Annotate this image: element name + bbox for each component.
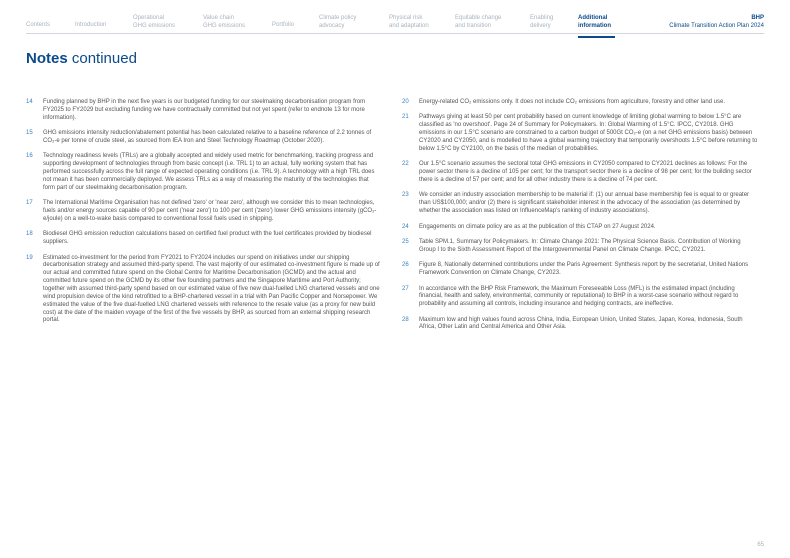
note-number: 23: [402, 192, 409, 199]
nav-operational-ghg-label: Operational: [133, 15, 165, 21]
note-number: 16: [26, 153, 33, 160]
note-text: Our 1.5°C scenario assumes the sectoral total GHG emissions in CY2050 compared to CY2021 declines as follows: For the power sector there is a decline of 105 per cent; for the transport sector there is a decline of 98 per cent; for the building sector there is a decline of 57 per cent; and for all other industry there is a decline of 74 per cent.: [419, 161, 752, 183]
nav-physical-risk-label-2: and adaptation: [389, 22, 429, 29]
note-17: [26, 200, 382, 224]
nav-introduction-label: Introduction: [75, 22, 107, 28]
note-text: Funding planned by BHP in the next five years is our budgeted funding for our steelmaking decarbonisation program from FY2025 to FY2029 but excluding funding we have contractually committed but not yet spent (refer to endnote 13 for more information).: [43, 99, 366, 121]
note-text: In accordance with the BHP Risk Framework, the Maximum Foreseeable Loss (MFL) is the estimated impact (including financial, health and safety, environmental, community or reputational) to BHP in a worst-case scenario without regard to probability and assuming all controls, including insurance and hedging contracts, are ineffective.: [419, 285, 739, 308]
nav-introduction[interactable]: [75, 22, 106, 30]
note-text: GHG emissions intensity reduction/abatement potential has been calculated relative to a baseline reference of 2.2 tonnes of CO₂-e per tonne of crude steel, as sourced from IEA Iron and Steel Technology Roadmap (October 2020).: [43, 130, 372, 144]
note-18: [26, 231, 382, 247]
nav-portfolio-label: Portfolio: [272, 22, 295, 28]
note-22: [402, 161, 758, 185]
note-28: [402, 317, 758, 333]
nav-value-chain-ghg[interactable]: [203, 15, 245, 30]
page-number: 65: [757, 542, 764, 548]
note-number: 17: [26, 200, 33, 207]
note-number: 14: [26, 99, 33, 105]
notes-column-left: [26, 99, 382, 333]
brand-logo: BHP: [751, 15, 764, 21]
note-number: 24: [402, 223, 409, 230]
top-navigation: [0, 0, 790, 34]
nav-value-chain-ghg-label-2: GHG emissions: [203, 22, 246, 29]
note-number: 21: [402, 114, 409, 121]
note-number: 19: [26, 254, 33, 261]
page-title-bold: Notes: [26, 50, 68, 67]
note-number: 20: [402, 99, 409, 105]
nav-additional-information-label: Additional: [578, 15, 608, 21]
note-text: Pathways giving at least 50 per cent probability based on current knowledge of limiting global warming to below 1.5°C are classified as 'no overshoot'. Page 24 of Summary for Policymakers. In: Global Warming of 1.5°C. IPCC, CY2018. GHG emissions in our 1.5°C scenario are constrained to a carbon budget of 500Gt CO₂-e (on a net GHG emissions basis) between CY2020 and CY2050, and is modelled to have a global warming trajectory that temporarily overshoots 1.5°C before returning to below 1.5°C by CY2100, on the basis of the median of probabilities.: [419, 114, 758, 152]
note-text: The International Maritime Organisation has not defined 'zero' or 'near zero', although we consider this to mean technologies, fuels and/or energy sources capable of 90 per cent ('near zero') to 100 per cent ('zero') lower GHG emissions intensity (gCO₂-e/joule) on a well-to-wake basis compared to conventional fossil fuels used in shipping.: [43, 200, 377, 222]
note-26: [402, 262, 758, 278]
page-title-light: continued: [71, 50, 137, 67]
note-number: 26: [402, 262, 409, 269]
note-14: [26, 99, 382, 123]
note-16: [26, 153, 382, 192]
note-text: Figure 8, Nationally determined contributions under the Paris Agreement: Synthesis report by the secretariat, United Nations Framework Convention on Climate Change, CY2023.: [419, 262, 749, 277]
nav-enabling-delivery[interactable]: [530, 15, 553, 30]
note-text: Table SPM.1, Summary for Policymakers. In: Climate Change 2021: The Physical Science Basis. Contribution of Working Group I to the Sixth Assessment Report of the Intergovernmental Panel on Climate Change. IPCC, CY2021.: [419, 238, 741, 253]
nav-climate-policy-label: Climate policy: [319, 15, 357, 21]
note-text: Estimated co-investment for the period from FY2021 to FY2024 includes our spend on initiatives under our shipping decarbonisation strategy and assumed third-party spend. The vast majority of our estimated co-investment figure is made up of our actual and committed future spend on the Global Centre for Maritime Decarbonisation (GCMD) and the actual and committed future spend on the GCMD by its other five founding partners and the Singapore Maritime and Port Authority; together with assumed third-party spend based on our estimated value of five new dual-fuelled LNG chartered vessels and one wind propulsion device of the kind retrofitted to a BHP-chartered vessel in a trial with Pan Pacific Copper and Norsepower. We estimated the value of the five dual-fuelled LNG chartered vessels with reference to the resale value (as a proxy for new build cost) at the date of the maiden voyage of the first of the five vessels by BHP, as sourced from an external shipping research portal.: [43, 254, 380, 324]
note-text: Maximum low and high values found across China, India, European Union, United States, Japan, Korea, Indonesia, South Africa, Other Latin and Central America and Other Asia.: [419, 316, 743, 331]
note-24: [402, 224, 758, 232]
note-number: 27: [402, 285, 409, 292]
nav-additional-information[interactable]: [578, 15, 611, 30]
note-27: [402, 286, 758, 310]
nav-enabling-delivery-label-2: delivery: [530, 22, 551, 29]
note-21: [402, 114, 758, 153]
note-number: 18: [26, 231, 33, 238]
note-25: [402, 239, 758, 255]
nav-physical-risk[interactable]: [389, 15, 429, 30]
note-number: 28: [402, 316, 409, 323]
nav-divider: [26, 33, 764, 34]
note-15: [26, 130, 382, 146]
nav-value-chain-ghg-label: Value chain: [203, 15, 234, 21]
nav-portfolio[interactable]: [272, 22, 294, 30]
notes-column-right: [402, 99, 758, 340]
brand-block: [669, 15, 764, 30]
nav-enabling-delivery-label: Enabling: [530, 15, 554, 21]
nav-equitable-change[interactable]: [455, 15, 501, 30]
note-20: [402, 99, 758, 107]
note-number: 25: [402, 238, 409, 245]
note-23: [402, 192, 758, 216]
nav-operational-ghg-label-2: GHG emissions: [133, 22, 176, 29]
note-text: Energy-related CO₂ emissions only. It does not include CO₂ emissions from agriculture, forestry and other land use.: [419, 99, 726, 105]
nav-physical-risk-label: Physical risk: [389, 15, 423, 21]
note-text: We consider an industry association membership to be material if: (1) our annual base membership fee is equal to or greater than US$100,000; and/or (2) there is significant stakeholder interest in the advocacy of the association (as determined by whether the association was listed on InfluenceMap's ranking of industry associations).: [419, 192, 750, 215]
nav-contents[interactable]: [26, 22, 50, 30]
page-title: [26, 50, 137, 67]
nav-operational-ghg[interactable]: [133, 15, 175, 30]
nav-contents-label: Contents: [26, 22, 51, 28]
note-number: 22: [402, 161, 409, 168]
note-text: Engagements on climate policy are as at the publication of this CTAP on 27 August 2024.: [419, 223, 656, 230]
note-text: Technology readiness levels (TRLs) are a globally accepted and widely used metric for benchmarking, tracking progress and supporting development of technologies through from basic concept (i.e. TRL 1) to an actual, fully working system that has performed successfully across the full range of expected operating conditions (i.e. TRL 9). A technology with a high TRL does not mean it has been commercially deployed. We assess TRLs as a way of measuring the maturity of the technologies that form part of our steelmaking decarbonisation program.: [43, 153, 375, 191]
nav-equitable-change-label: Equitable change: [455, 15, 502, 21]
note-number: 15: [26, 130, 33, 137]
note-19: [26, 255, 382, 326]
report-title: Climate Transition Action Plan 2024: [669, 22, 764, 29]
note-text: Biodiesel GHG emission reduction calculations based on certified fuel product with the fuel certificates provided by biodiesel suppliers.: [43, 231, 372, 246]
nav-climate-policy-label-2: advocacy: [319, 22, 345, 29]
nav-additional-information-label-2: information: [578, 22, 611, 29]
nav-equitable-change-label-2: and transition: [455, 22, 492, 29]
nav-climate-policy[interactable]: [319, 15, 356, 30]
